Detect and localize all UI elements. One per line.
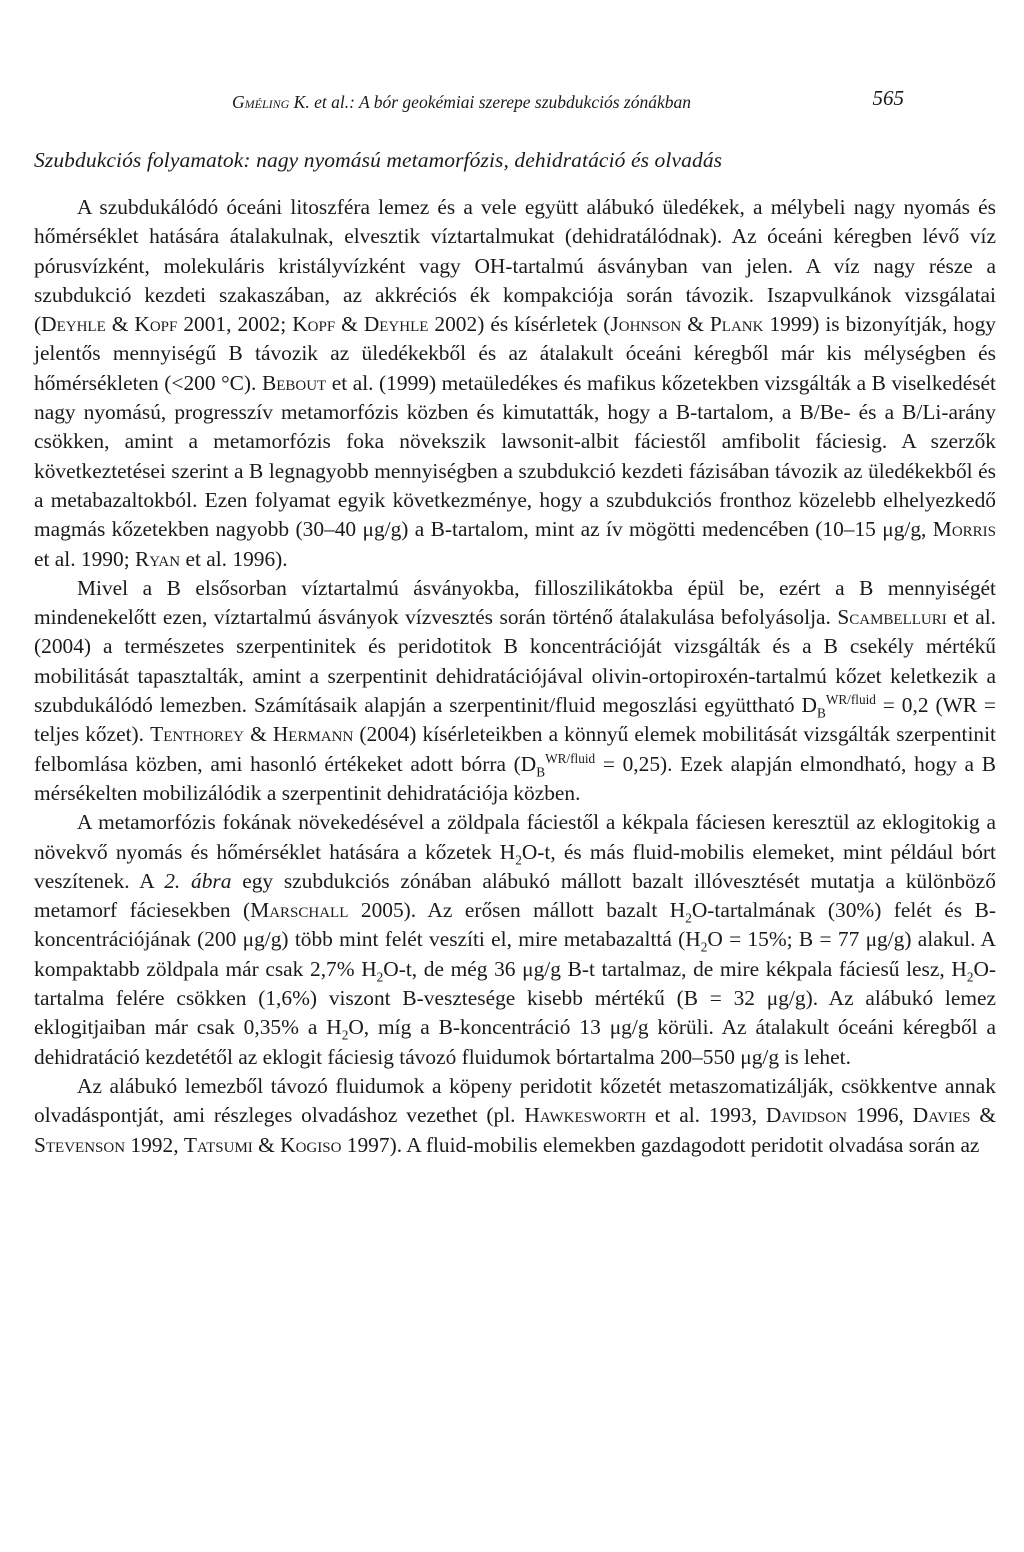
- text-run: 1996,: [846, 1103, 913, 1128]
- header-running-title: : A bór geokémiai szerepe szubdukciós zónákban: [349, 92, 691, 112]
- running-header-left: [232, 92, 691, 113]
- subscript: 2: [515, 851, 522, 867]
- text-run: et al. 1993,: [646, 1103, 766, 1128]
- text-run: et al. 1996).: [180, 546, 288, 571]
- citation-author: Stevenson: [34, 1132, 126, 1157]
- text-run: 1999) is bizonyítják, hogy jelentős mennyiségű B távozik az üledékekből és az átalakult óceáni kéregből már kis mélységben és hőmérsékleten (<200 °C).: [34, 312, 996, 395]
- text-run: Az alábukó lemezből távozó fluidumok a köpeny peridotit kőzetét metaszomatizálják, csökkentve annak olvadáspontját, ami részleges olvadáshoz vezethet (pl.: [34, 1073, 996, 1128]
- citation-author: Deyhle: [41, 312, 106, 337]
- subscript: 2: [685, 910, 692, 926]
- text-run: et al. 1990;: [34, 546, 135, 571]
- text-run: O = 15%; B = 77 μg/g) alakul. A kompaktabb zöldpala már csak 2,7% H: [34, 927, 996, 981]
- text-run: egy szubdukciós zónában alábukó mállott bazalt illóvesztését mutatja a különböző metamorf fáciesekben (: [34, 868, 996, 923]
- text-run: 2005). Az erősen mállott bazalt H: [348, 898, 686, 923]
- text-run: 1992,: [125, 1132, 184, 1157]
- text-run: = 0,25). Ezek alapján elmondható, hogy a B mérsékelten mobilizálódik a szerpentinit dehidratációja közben.: [34, 751, 996, 805]
- text-run: et al. (2004) a természetes szerpentinitek és peridotitok B koncentrációját vizsgálták és a B csekély mértékű mobilitását tapasztalták, amint a szerpentinit dehidratációjával olivin-ortopiroxén-tartalmú kőzet keletkezik a szubdukálódó lemezben. Számításaik alapján a szerpentinit/fluid megoszlási együttható D: [34, 605, 996, 718]
- citation-author: Hermann: [272, 722, 354, 747]
- paragraph-1: [34, 193, 996, 574]
- text-run: = 0,2 (WR = teljes kőzet).: [34, 693, 996, 747]
- citation-author: Hawkesworth: [524, 1103, 647, 1128]
- citation-author: Kopf: [134, 312, 178, 337]
- superscript: WR/fluid: [545, 750, 596, 766]
- subscript: 2: [341, 1027, 349, 1043]
- text-run: O-t, és más fluid-mobilis elemeket, mint például bórt veszítenek. A: [34, 839, 996, 893]
- body-text: [34, 193, 996, 1160]
- text-run: &: [252, 1132, 281, 1157]
- superscript: WR/fluid: [825, 691, 876, 707]
- subscript: 2: [376, 969, 384, 984]
- subscript: B: [536, 763, 546, 779]
- text-run: O-tartalmának (30%) felét és B-koncentrációjának (200 μg/g) több mint felét veszíti el, mire metabazalttá (H: [34, 898, 996, 952]
- running-header: [232, 86, 904, 116]
- page-number: 565: [872, 86, 904, 110]
- citation-author: Johnson: [610, 312, 682, 337]
- header-etal: et al.: [309, 92, 350, 112]
- citation-author: Tenthorey: [150, 722, 245, 747]
- text-run: O, míg a B-koncentráció 13 μg/g körüli. Az átalakult óceáni kéregből a dehidratáció kezdetétől az eklogit fáciesig távozó fluidumok bórtartalma 200–550 μg/g is lehet.: [34, 1015, 996, 1069]
- text-run: &: [105, 312, 135, 337]
- figure-reference: 2. ábra: [164, 868, 232, 893]
- text-run: &: [681, 312, 710, 337]
- citation-author: Plank: [709, 312, 764, 337]
- citation-author: Davidson: [765, 1103, 847, 1128]
- citation-author: Marschall: [250, 898, 349, 923]
- text-run: 2001, 2002;: [177, 312, 293, 337]
- subscript: 2: [700, 939, 708, 955]
- text-run: 1997). A fluid-mobilis elemekben gazdagodott peridotit olvadása során az: [341, 1132, 980, 1157]
- citation-author: Scambelluri: [837, 605, 947, 630]
- section-title: Szubdukciós folyamatok: nagy nyomású metamorfózis, dehidratáció és olvadás: [34, 148, 723, 172]
- citation-author: Bebout: [261, 370, 327, 395]
- text-run: &: [335, 312, 364, 337]
- text-run: A szubdukálódó óceáni litoszféra lemez és a vele együtt alábukó üledékek, a mélybeli nagy nyomás és hőmérséklet hatására átalakulnak, elvesztik víztartalmukat (dehidratálódnak). Az óceáni kéregben lévő víz pórusvízként, molekuláris kristályvízként vagy OH-tartalmú ásványban van jelen. A víz nagy része a szubdukció kezdeti szakaszában, az akkréciós ék kompakciója során távozik. Iszapvulkánok vizsgálatai (: [34, 195, 996, 337]
- citation-author: Ryan: [135, 546, 181, 571]
- text-run: (2004) kísérleteikben a könnyű elemek mobilitását vizsgálták szerpentinit felbomlása közben, ami hasonló értékeket adott bórra (D: [34, 722, 997, 776]
- paragraph-3: [34, 808, 996, 1072]
- paragraph-4: [34, 1072, 996, 1160]
- citation-author: Kogiso: [280, 1132, 342, 1157]
- text-run: O-t, de még 36 μg/g B-t tartalmaz, de mire kékpala fáciesű lesz, H: [383, 956, 967, 981]
- citation-author: Morris: [932, 517, 996, 542]
- text-run: &: [970, 1103, 996, 1128]
- text-run: 2002) és kísérletek (: [428, 312, 611, 337]
- citation-author: Kopf: [292, 312, 336, 337]
- text-run: A metamorfózis fokának növekedésével a zöldpala fáciestől a kékpala fáciesen keresztül az eklogitokig a növekvő nyomás és hőmérséklet hatására a kőzetek H: [34, 810, 996, 864]
- subscript: B: [816, 705, 826, 721]
- citation-author: Deyhle: [363, 312, 429, 337]
- text-run: O-tartalma felére csökken (1,6%) viszont B-vesztesége kisebb mértékű (B = 32 μg/g). Az alábukó lemez eklogitjaiban már csak 0,35% a H: [34, 956, 997, 1040]
- citation-author: Tatsumi: [183, 1132, 253, 1157]
- paragraph-2: [34, 574, 996, 808]
- text-run: &: [244, 722, 273, 747]
- text-run: Mivel a B elsősorban víztartalmú ásványokba, filloszilikátokba épül be, ezért a B mennyiségét mindenekelőtt ezen, víztartalmú ásványok vízvesztés során történő átalakulása befolyásolja.: [34, 575, 996, 630]
- subscript: 2: [966, 969, 974, 984]
- citation-author: Davies: [912, 1103, 971, 1128]
- text-run: et al. (1999) metaüledékes és mafikus kőzetekben vizsgálták a B viselkedését nagy nyomású, progresszív metamorfózis közben és kimutatták, hogy a B-tartalom, a B/Be- és a B/Li-arány csökken, amint a metamorfózis foka növekszik lawsonit-albit fáciestől amfibolit fáciesig. A szerzők következtetései szerint a B legnagyobb mennyiségben a szubdukció kezdeti fázisában távozik az üledékekből és a metabazaltokból. Ezen folyamat egyik következménye, hogy a szubdukciós fronthoz közelebb elhelyezkedő magmás kőzetekben nagyobb (30–40 μg/g) a B-tartalom, mint az ív mögötti medencében (10–15 μg/g,: [34, 370, 996, 542]
- header-author: Gméling K.: [232, 92, 310, 112]
